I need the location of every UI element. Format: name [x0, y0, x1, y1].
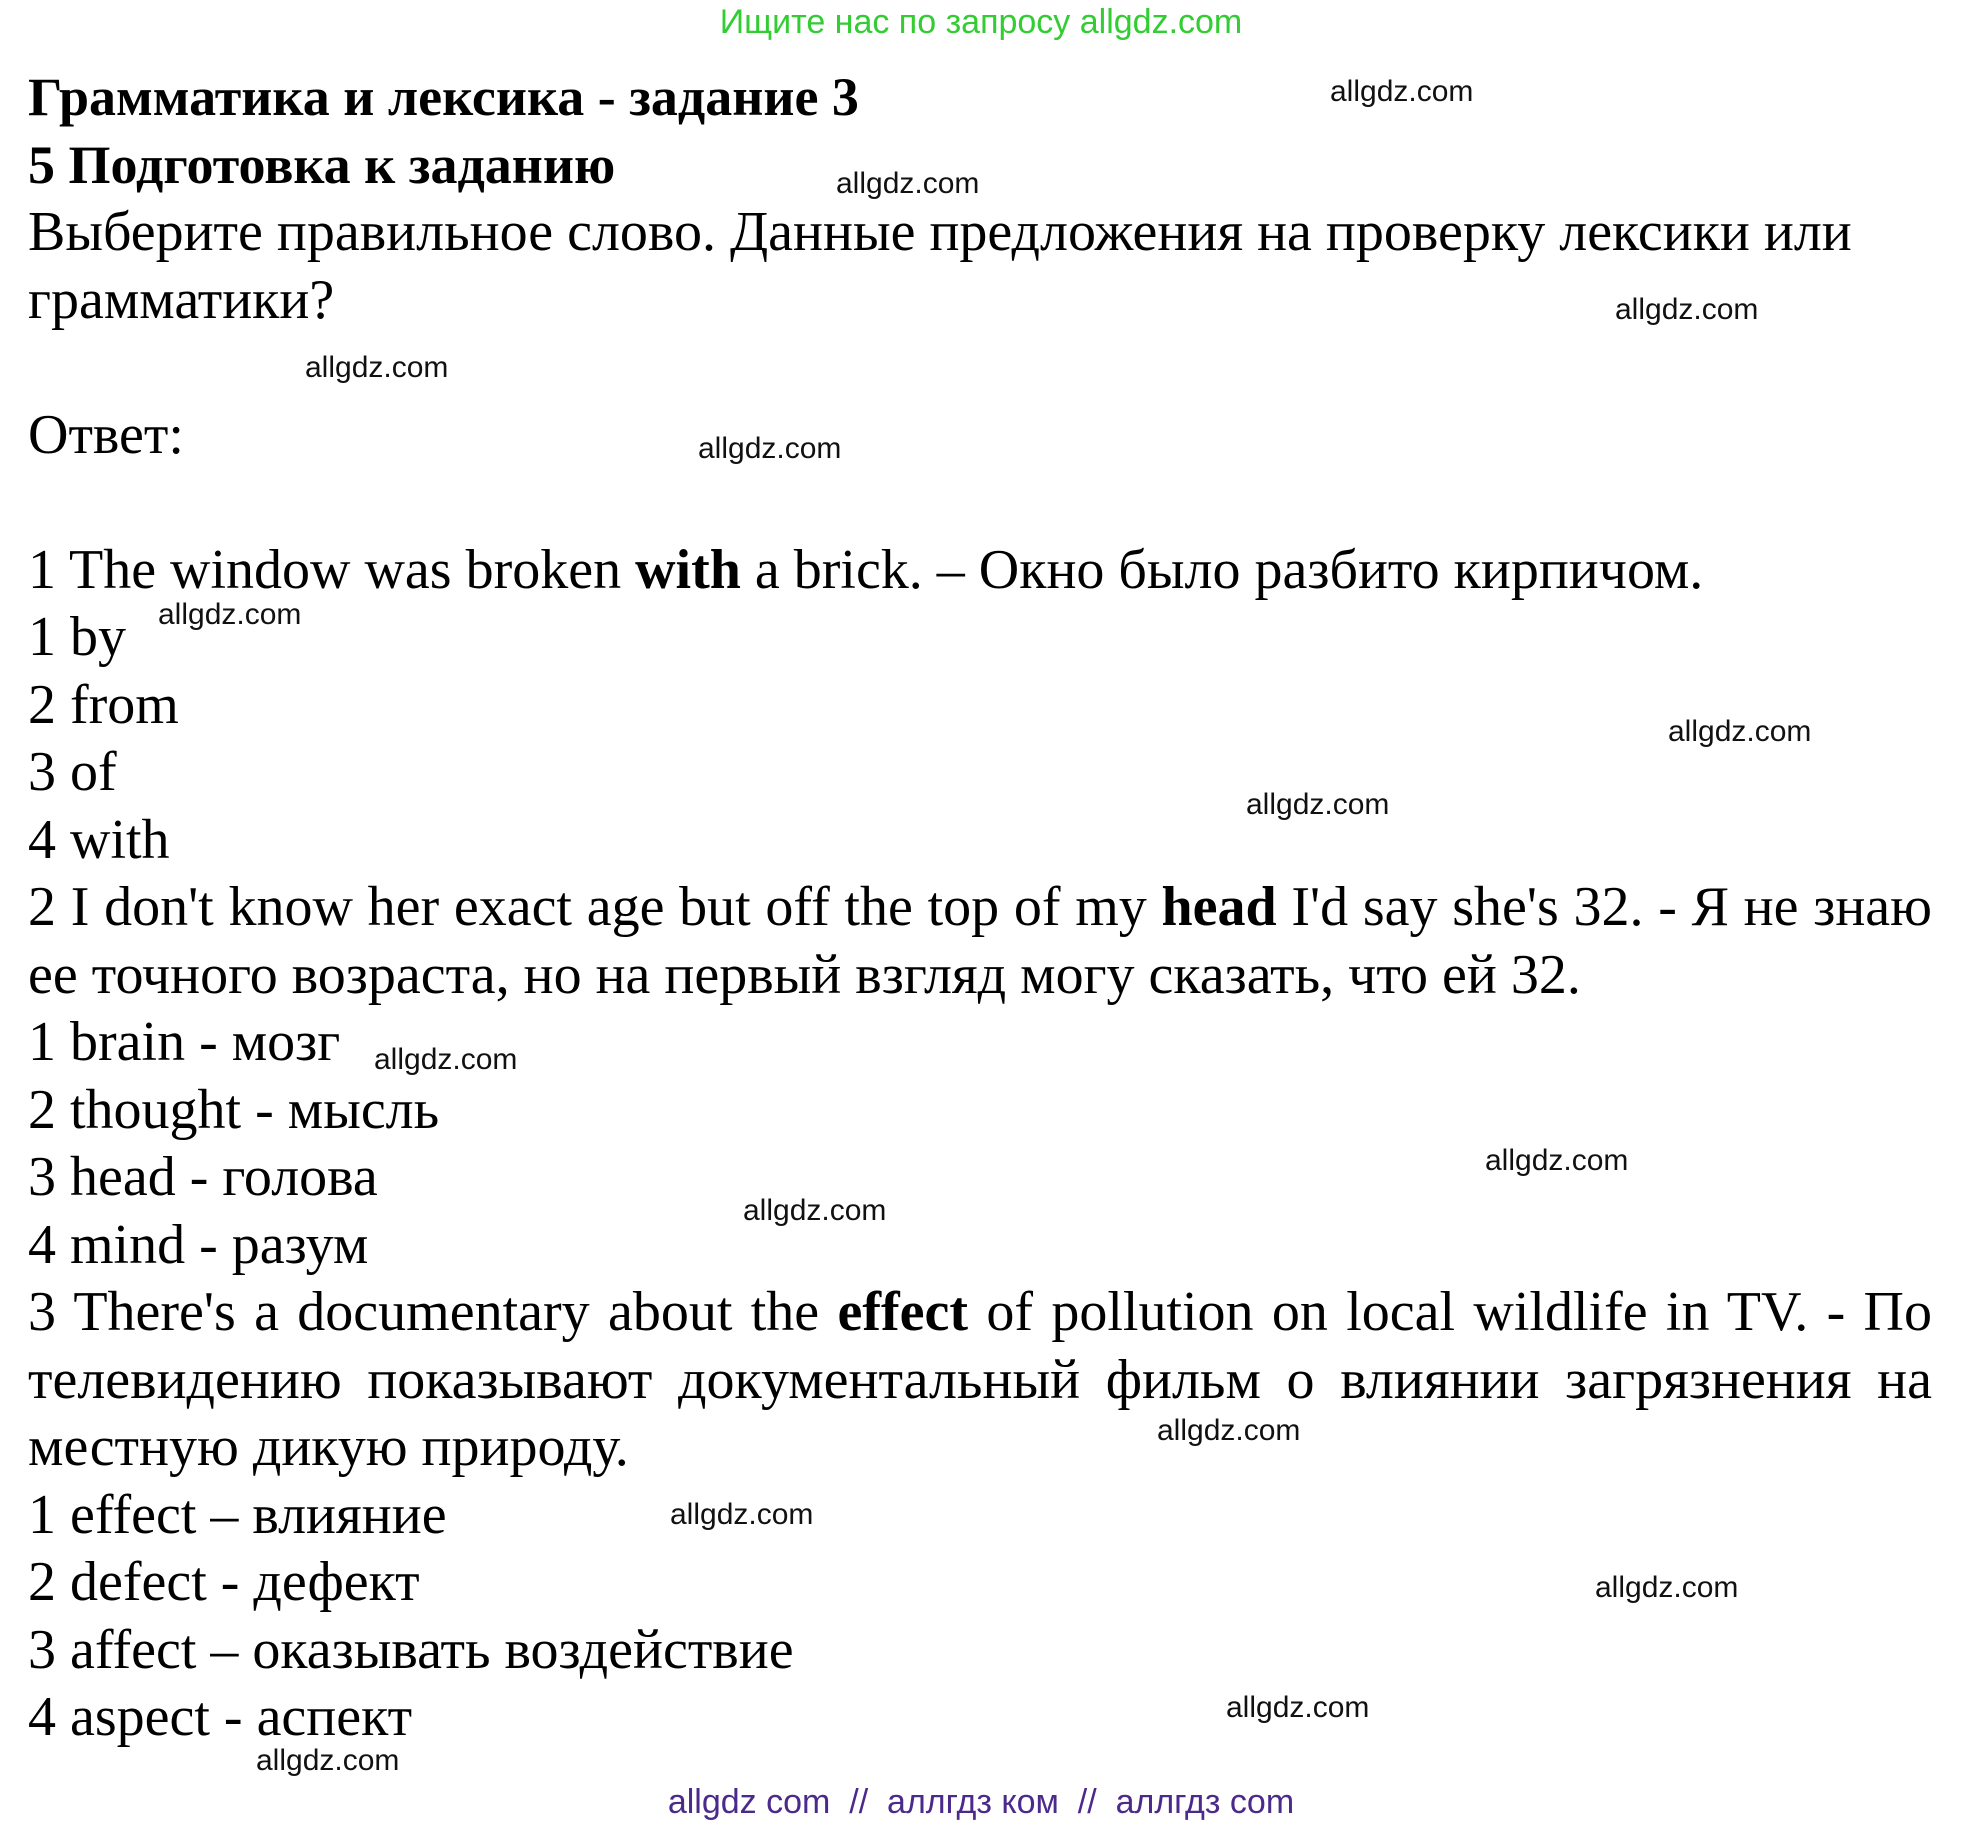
watermark: allgdz.com — [1615, 293, 1759, 326]
item-2-option: 1 brain - мозг — [28, 1011, 341, 1073]
task-instruction: Выберите правильное слово. Данные предложения на проверку лексики или грамматики? — [28, 201, 1852, 331]
item-1-option: 3 of — [28, 741, 117, 803]
item-1-sentence: 1 The window was broken with a brick. – Окно было разбито кирпичом. — [28, 538, 1704, 601]
watermark: allgdz.com — [1668, 715, 1812, 748]
item-2-keyword: head — [1161, 876, 1277, 938]
watermark: allgdz.com — [158, 598, 302, 631]
item-3-option: 2 defect - дефект — [28, 1551, 420, 1613]
footer-links[interactable]: allgdz com // аллгдз ком // аллгдз com — [667, 1783, 1295, 1821]
watermark: allgdz.com — [836, 167, 980, 200]
watermark: allgdz.com — [1157, 1414, 1301, 1447]
item-1-option: 2 from — [28, 673, 179, 736]
item-2-option: 2 thought - мысль — [28, 1078, 440, 1141]
watermark: allgdz.com — [1246, 788, 1390, 821]
watermark: allgdz.com — [374, 1043, 518, 1076]
watermark: allgdz.com — [1595, 1571, 1739, 1604]
item-3-keyword: effect — [837, 1281, 968, 1343]
item-3-option: 3 affect – оказывать воздействие — [28, 1618, 794, 1681]
item-2-sentence: 2 I don't know her exact age but off the top of my head I'd say she's 32. - Я не знаю ее точного возраста, но на первый взгляд могу сказать, что ей 32. — [28, 876, 1932, 1006]
item-2-option: 3 head - голова — [28, 1146, 378, 1208]
watermark: allgdz.com — [743, 1194, 887, 1227]
item-1-option: 1 by — [28, 606, 126, 668]
item-3-option: 1 effect – влияние — [28, 1483, 447, 1546]
watermark: allgdz.com — [698, 432, 842, 465]
watermark: allgdz.com — [1330, 75, 1474, 108]
watermark: allgdz.com — [670, 1498, 814, 1531]
answer-label: Ответ: — [28, 403, 184, 466]
watermark: allgdz.com — [1485, 1144, 1629, 1177]
page-subtitle: 5 Подготовка к заданию — [28, 134, 616, 195]
item-3-sentence: 3 There's a documentary about the effect of pollution on local wildlife in TV. - По телевидению показывают документальный фильм о влиянии загрязнения на местную дикую природу. — [28, 1281, 1932, 1478]
watermark: allgdz.com — [1226, 1691, 1370, 1724]
item-3-option: 4 aspect - аспект — [28, 1686, 413, 1748]
watermark: allgdz.com — [305, 351, 449, 384]
item-1-option: 4 with — [28, 808, 170, 871]
item-2-option: 4 mind - разум — [28, 1213, 369, 1276]
page-title: Грамматика и лексика - задание 3 — [28, 67, 859, 127]
top-banner[interactable]: Ищите нас по запросу allgdz.com — [719, 3, 1243, 41]
watermark: allgdz.com — [256, 1744, 400, 1777]
item-1-keyword: with — [635, 538, 741, 601]
